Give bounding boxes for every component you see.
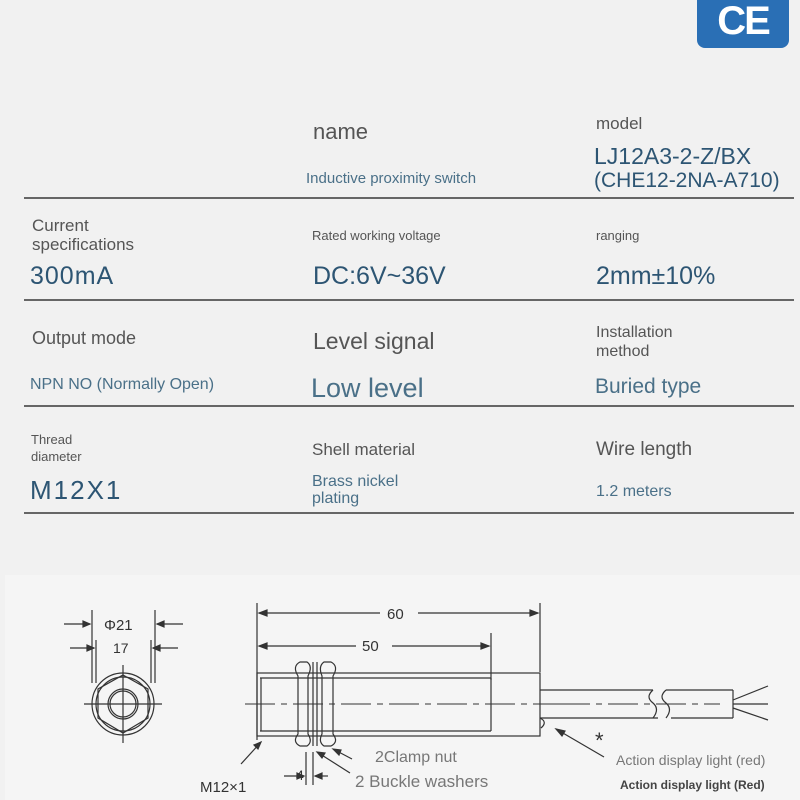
model-label: model <box>596 114 643 133</box>
clamp-nut-callout: 2Clamp nut <box>375 749 457 766</box>
shell-material-label: Shell material <box>312 440 415 459</box>
wire-length-label: Wire length <box>596 439 693 460</box>
thread-label: Thread <box>31 432 73 447</box>
current-label-2: specifications <box>32 235 135 254</box>
shell-material-value: Brass nickel <box>312 473 399 490</box>
output-mode-label: Output mode <box>32 328 137 348</box>
installation-value: Buried type <box>595 375 702 398</box>
shell-material-value-2: plating <box>312 490 360 507</box>
dim-body-length: 50 <box>362 638 379 655</box>
level-signal-label: Level signal <box>313 328 435 354</box>
dim-inner-diameter: 17 <box>113 640 129 656</box>
washers-callout: 2 Buckle washers <box>355 772 489 791</box>
model-value-alt: (CHE12-2NA-A710) <box>594 169 780 192</box>
wire-length-value: 1.2 meters <box>596 483 672 500</box>
voltage-label: Rated working voltage <box>312 228 441 243</box>
indicator-light-callout: Action display light (red) <box>616 752 766 768</box>
thread-value: M12X1 <box>30 475 123 505</box>
dim-total-length: 60 <box>387 606 404 623</box>
name-value: Inductive proximity switch <box>306 170 477 187</box>
level-signal-value: Low level <box>311 373 424 403</box>
asterisk-mark: * <box>595 728 604 753</box>
thread-callout: M12×1 <box>200 779 247 796</box>
name-label: name <box>313 119 369 144</box>
indicator-light-callout-alt: Action display light (Red) <box>620 778 765 792</box>
dim-outer-diameter: Φ21 <box>104 617 133 634</box>
voltage-value: DC:6V~36V <box>313 262 446 290</box>
current-label: Current <box>32 216 89 235</box>
ranging-value: 2mm±10% <box>596 262 716 290</box>
output-mode-value: NPN NO (Normally Open) <box>30 376 215 393</box>
installation-label-2: method <box>596 343 650 360</box>
current-value: 300mA <box>30 262 115 290</box>
model-value: LJ12A3-2-Z/BX <box>594 143 752 169</box>
installation-label: Installation <box>596 324 673 341</box>
ce-mark-icon: CE <box>717 0 769 43</box>
thread-label-2: diameter <box>31 449 82 464</box>
dim-nut-width: 4 <box>296 767 304 783</box>
ranging-label: ranging <box>596 228 640 243</box>
